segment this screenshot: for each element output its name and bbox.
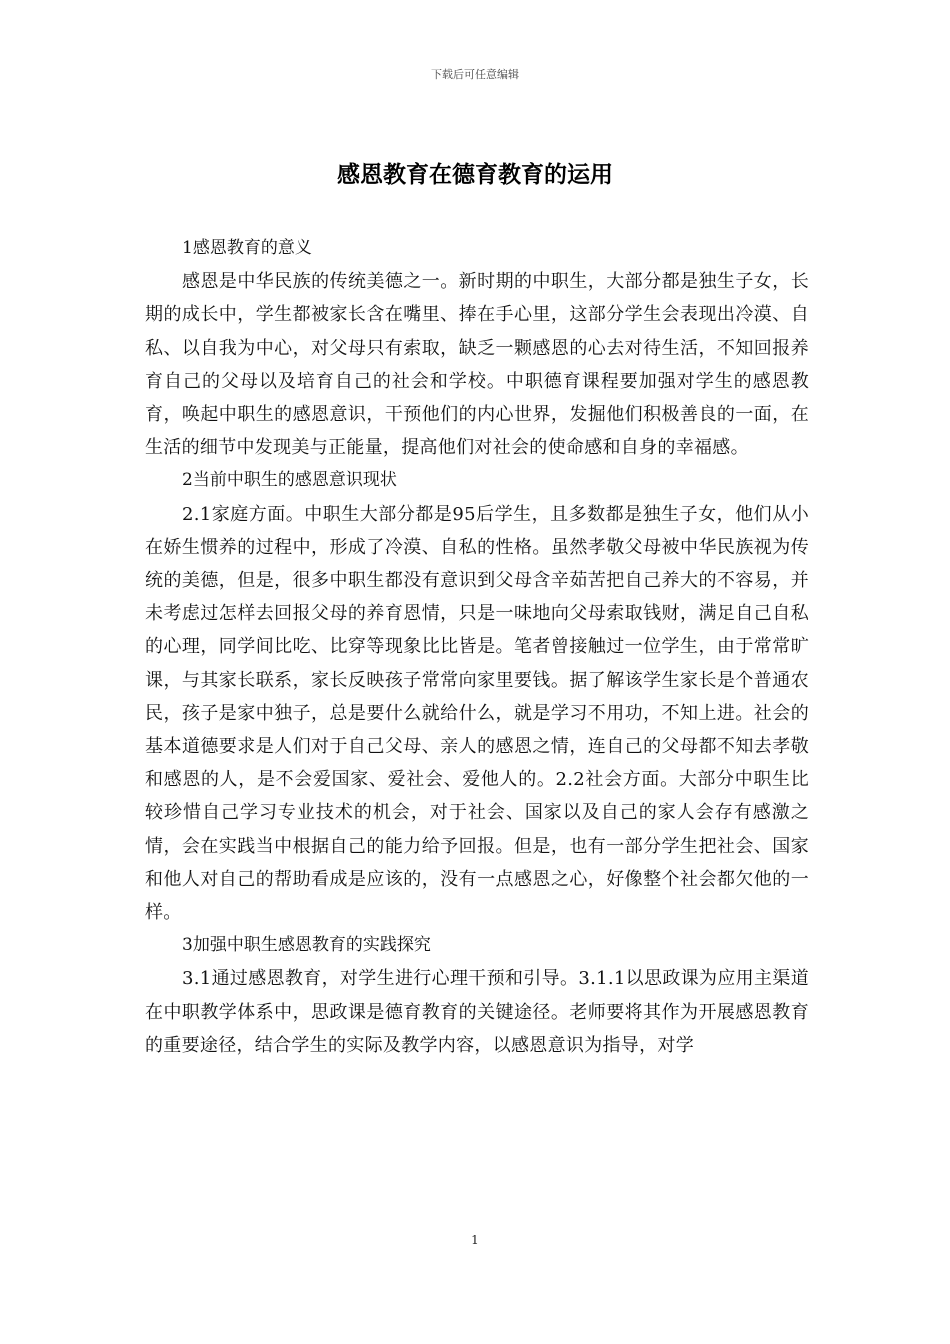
section-1-paragraph: 感恩是中华民族的传统美德之一。新时期的中职生，大部分都是独生子女，长期的成长中，学生都被家长含在嘴里、捧在手心里，这部分学生会表现出冷漠、自私、以自我为中心，对父母只有索取，缺乏一颗感恩的心去对待生活，不知回报养育自己的父母以及培育自己的社会和学校。中职德育课程要加强对学生的感恩教育，唤起中职生的感恩意识，干预他们的内心世界，发掘他们积极善良的一面，在生活的细节中发现美与正能量，提高他们对社会的使命感和自身的幸福感。: [145, 271, 809, 459]
document-title: 感恩教育在德育教育的运用: [337, 162, 613, 188]
document-body: [145, 232, 809, 1062]
section-2-paragraph: 2.1家庭方面。中职生大部分都是95后学生，且多数都是独生子女，他们从小在娇生惯养的过程中，形成了冷漠、自私的性格。虽然孝敬父母被中华民族视为传统的美德，但是，很多中职生都没有意识到父母含辛茹苦把自己养大的不容易，并未考虑过怎样去回报父母的养育恩情，只是一味地向父母索取钱财，满足自己自私的心理，同学间比吃、比穿等现象比比皆是。笔者曾接触过一位学生，由于常常旷课，与其家长联系，家长反映孩子常常向家里要钱。据了解该学生家长是个普通农民，孩子是家中独子，总是要什么就给什么，就是学习不用功，不知上进。社会的基本道德要求是人们对于自己父母、亲人的感恩之情，连自己的父母都不知去孝敬和感恩的人，是不会爱国家、爱社会、爱他人的。2.2社会方面。大部分中职生比较珍惜自己学习专业技术的机会，对于社会、国家以及自己的家人会存有感激之情，会在实践当中根据自己的能力给予回报。但是，也有一部分学生把社会、国家和他人对自己的帮助看成是应该的，没有一点感恩之心，好像整个社会都欠他的一样。: [145, 503, 809, 924]
page-number: 1: [471, 1233, 479, 1247]
section-heading-2: 2当前中职生的感恩意识现状: [182, 470, 397, 491]
section-heading-1: 1感恩教育的意义: [182, 238, 312, 258]
header-note: 下载后可任意编辑: [431, 68, 519, 81]
section-3-paragraph: 3.1通过感恩教育，对学生进行心理干预和引导。3.1.1以思政课为应用主渠道在中职教学体系中，思政课是德育教育的关键途径。老师要将其作为开展感恩教育的重要途径，结合学生的实际及教学内容，以感恩意识为指导，对学: [145, 968, 809, 1056]
section-heading-3: 3加强中职生感恩教育的实践探究: [182, 935, 431, 956]
